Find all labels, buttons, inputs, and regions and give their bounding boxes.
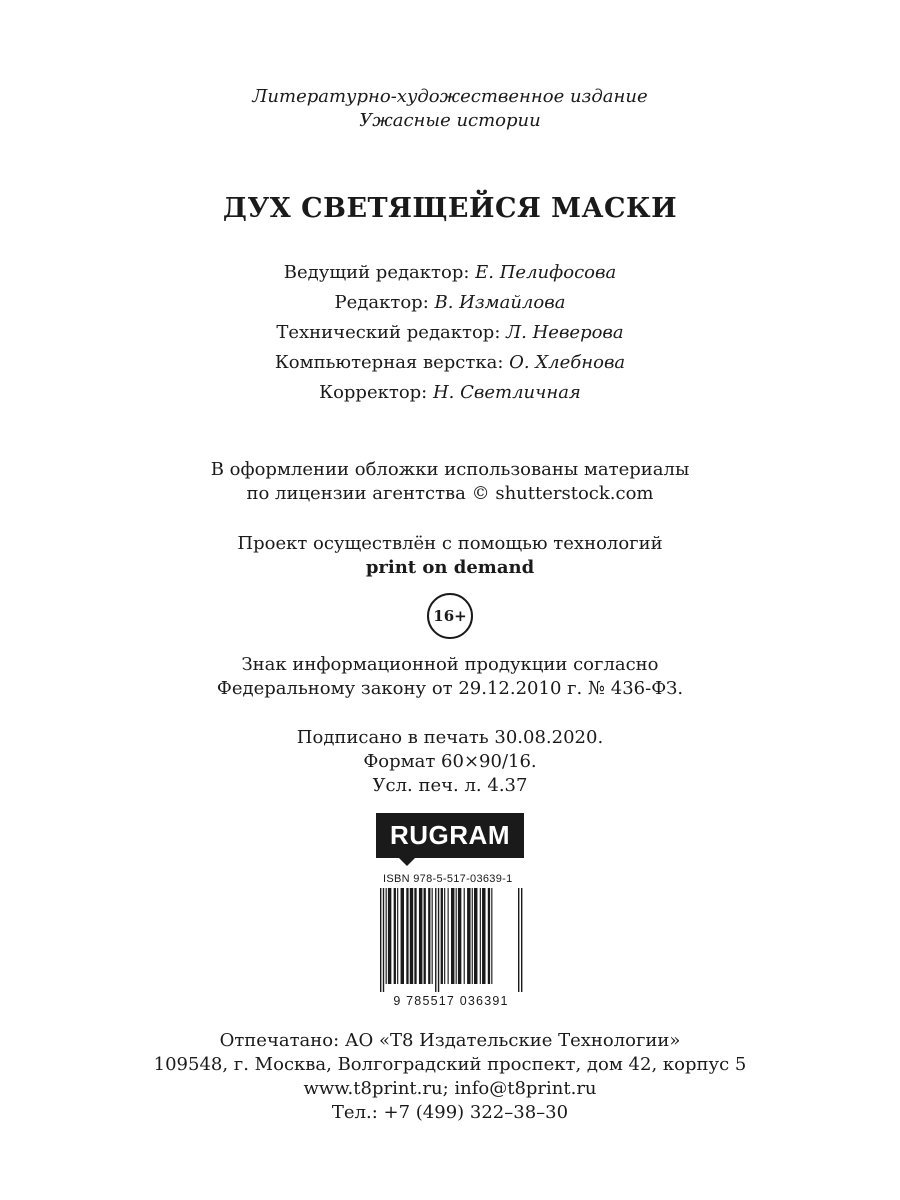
barcode-bar [410, 888, 413, 984]
credit-lead-editor [0, 258, 900, 288]
credit-tech-editor [0, 318, 900, 348]
barcode-bar [480, 888, 481, 984]
barcode-bar [435, 888, 436, 992]
isbn-digits: 9 785517 036391 [393, 994, 509, 1008]
barcode-bar [401, 888, 404, 984]
barcode-bar [441, 888, 443, 984]
barcode-bar [388, 888, 391, 984]
credit-role: Редактор: [334, 292, 429, 313]
print-signed: Подписано в печать 30.08.2020. [296, 727, 604, 748]
printer-line1: Отпечатано: АО «Т8 Издательские Технологии» [219, 1030, 681, 1051]
barcode-bar [464, 888, 465, 984]
edition-type: Литературно-художественное издание [252, 86, 648, 107]
barcode-bar [394, 888, 396, 984]
credit-name: Н. Светличная [432, 382, 581, 403]
cover-note-line2: по лицензии агентства © shutterstock.com [246, 483, 654, 504]
credit-name: Е. Пелифосова [475, 262, 617, 283]
barcode-bar [488, 888, 490, 984]
credit-name: Л. Неверова [506, 322, 624, 343]
law-note-line1: Знак информационной продукции согласно [241, 654, 659, 675]
publisher-logo: RUGRAM [376, 813, 524, 858]
barcode-bar [521, 888, 522, 992]
isbn-label: ISBN 978-5-517-03639-1 [383, 873, 513, 885]
barcode-bar [380, 888, 381, 992]
publisher-logo-notch [398, 857, 416, 866]
credit-proofreader [0, 378, 900, 408]
project-line2: print on demand [365, 557, 535, 578]
credit-role: Технический редактор: [276, 322, 501, 343]
cover-note-line1: В оформлении обложки использованы материалы [210, 459, 690, 480]
barcode-bar [456, 888, 457, 984]
age-rating-badge: 16+ [427, 593, 473, 639]
barcode-bar [424, 888, 426, 984]
barcode-bar [397, 888, 398, 984]
barcode-bar [419, 888, 422, 984]
book-title: ДУХ СВЕТЯЩЕЙСЯ МАСКИ [222, 193, 678, 224]
credit-name: О. Хлебнова [509, 352, 626, 373]
barcode-bar [438, 888, 439, 992]
barcode-bar [491, 888, 492, 984]
project-line1: Проект осуществлён с помощью технологий [237, 533, 663, 554]
credit-name: В. Измайлова [434, 292, 566, 313]
print-format: Формат 60×90/16. [363, 751, 537, 772]
barcode-bar [482, 888, 485, 984]
credit-role: Корректор: [319, 382, 428, 403]
law-note-line2: Федеральному закону от 29.12.2010 г. № 436-ФЗ. [216, 678, 684, 699]
barcode-bar [414, 888, 416, 984]
barcode-bar [432, 888, 433, 984]
barcode-bar [406, 888, 408, 984]
printer-phone: Тел.: +7 (499) 322–38–30 [331, 1102, 569, 1123]
barcode-bar [386, 888, 387, 984]
isbn-barcode [370, 888, 532, 1008]
credit-role: Ведущий редактор: [283, 262, 470, 283]
barcode-bar [467, 888, 470, 984]
barcode-bar [451, 888, 454, 984]
series-name: Ужасные истории [359, 110, 541, 131]
barcode-bar [448, 888, 449, 984]
credit-layout [0, 348, 900, 378]
barcode-bar [383, 888, 384, 992]
barcode-bar [474, 888, 477, 984]
printer-address: 109548, г. Москва, Волгоградский проспект, дом 42, корпус 5 [153, 1054, 747, 1075]
barcode-bar [458, 888, 461, 984]
barcode-bar [444, 888, 445, 984]
credit-role: Компьютерная верстка: [274, 352, 504, 373]
barcode-bar [518, 888, 519, 992]
print-sheets: Усл. печ. л. 4.37 [372, 775, 528, 796]
barcode-bar [472, 888, 473, 984]
barcode-bar [428, 888, 430, 984]
credit-editor [0, 288, 900, 318]
printer-web: www.t8print.ru; info@t8print.ru [303, 1078, 597, 1099]
